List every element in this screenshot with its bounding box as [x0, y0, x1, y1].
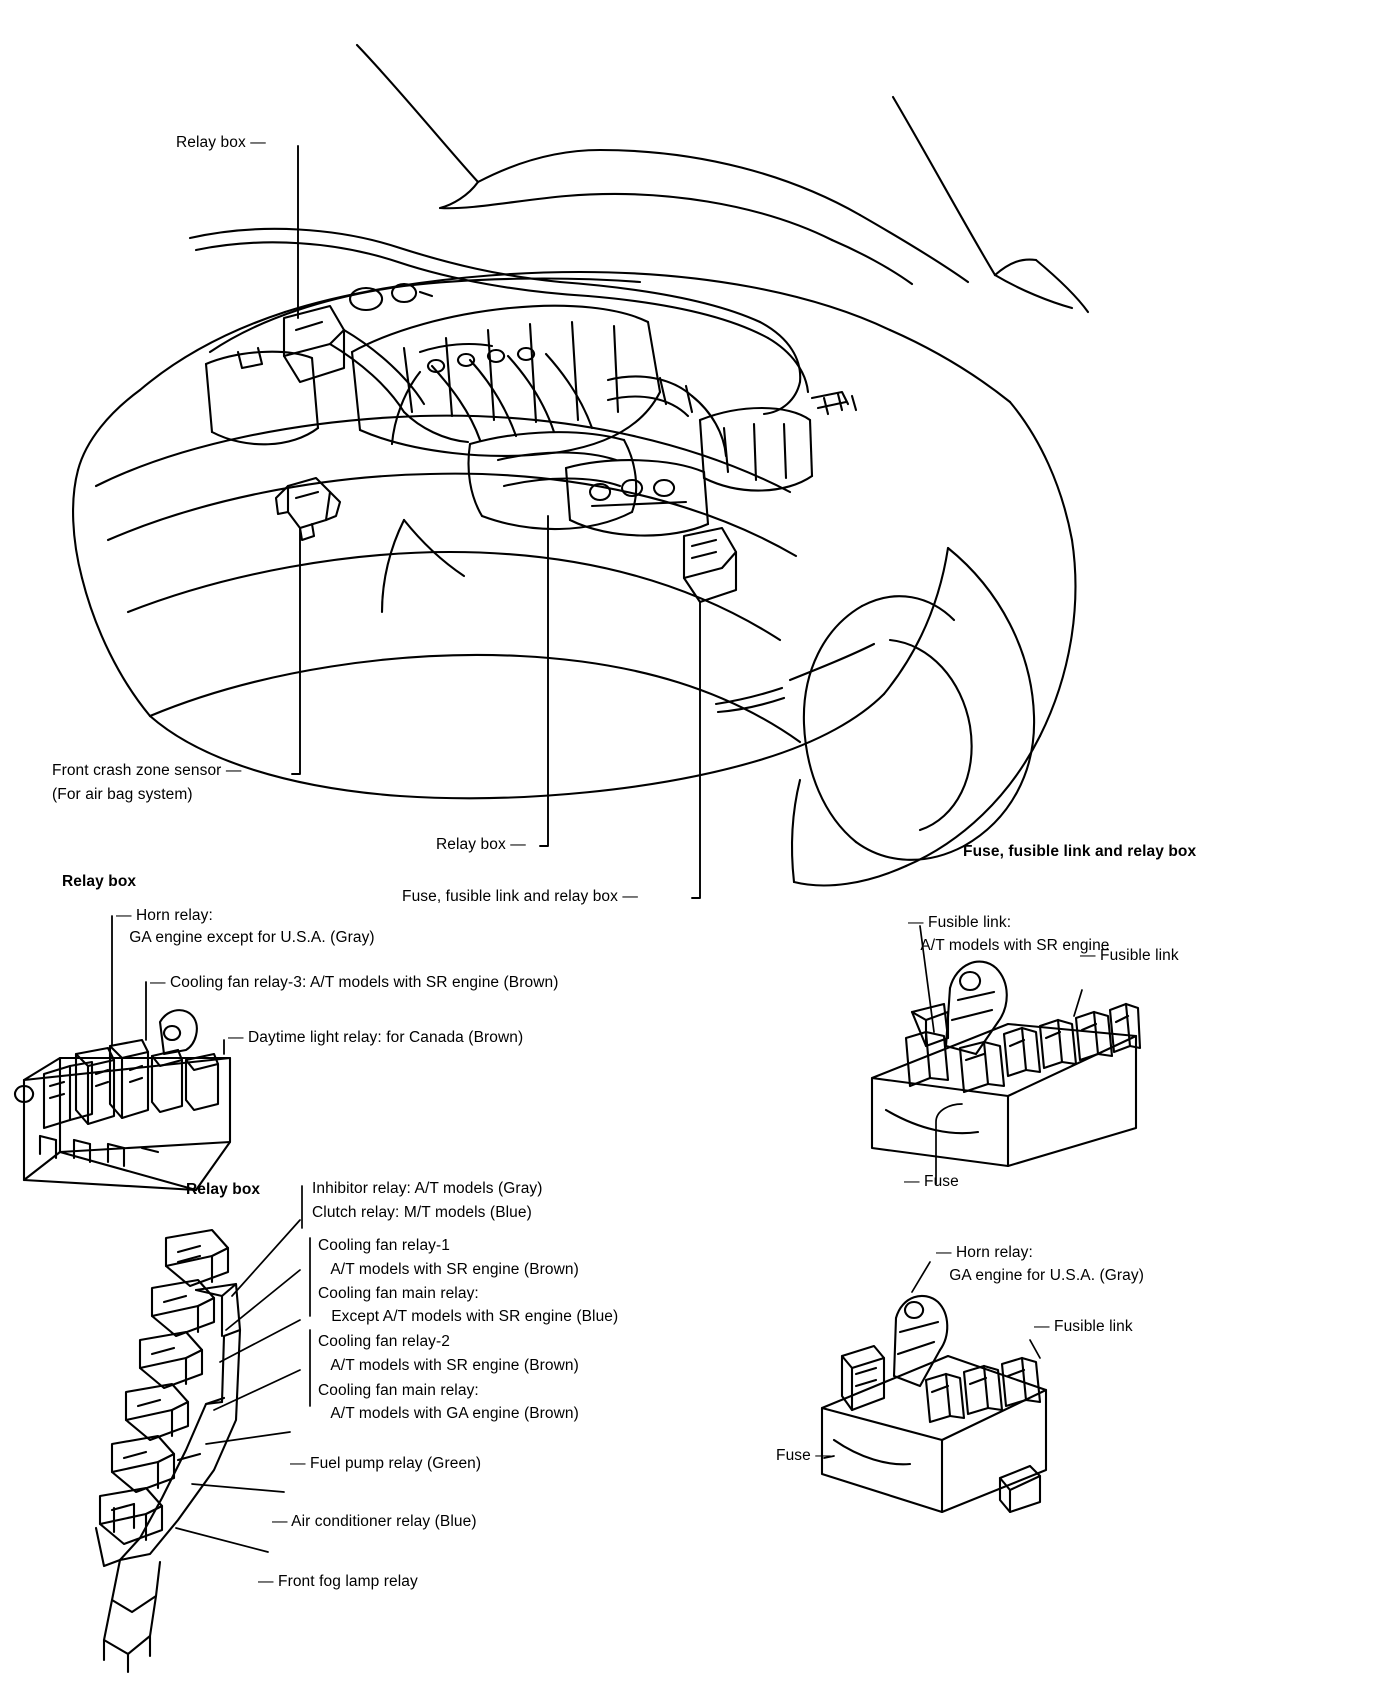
callout-front-crash-zone-sensor-line2: (For air bag system)	[52, 786, 193, 803]
relay-box-lower-label-12: — Front fog lamp relay	[258, 1573, 418, 1590]
relay-box-lower-label-8: Cooling fan main relay:	[318, 1382, 479, 1399]
relay-box-lower-label-3: A/T models with SR engine (Brown)	[318, 1261, 579, 1278]
relay-box-left-label-3: — Daytime light relay: for Canada (Brown)	[228, 1029, 524, 1046]
callout-front-crash-zone-sensor-line1: Front crash zone sensor —	[52, 762, 242, 779]
relay-box-left-label-1: GA engine except for U.S.A. (Gray)	[116, 929, 375, 946]
relay-box-lower-label-2: Cooling fan relay-1	[318, 1237, 450, 1254]
fuse-box-lower-horn-relay-line2: GA engine for U.S.A. (Gray)	[936, 1267, 1145, 1284]
relay-box-lower-label-5: Except A/T models with SR engine (Blue)	[318, 1308, 619, 1325]
relay-box-lower-label-4: Cooling fan main relay:	[318, 1285, 479, 1302]
relay-box-lower-label-0: Inhibitor relay: A/T models (Gray)	[312, 1180, 543, 1197]
relay-box-lower-label-11: — Air conditioner relay (Blue)	[272, 1513, 477, 1530]
relay-box-lower-label-7: A/T models with SR engine (Brown)	[318, 1357, 579, 1374]
relay-box-lower-label-1: Clutch relay: M/T models (Blue)	[312, 1204, 532, 1221]
relay-box-left-label-0: — Horn relay:	[116, 907, 213, 924]
section-heading-relay-box-left: Relay box	[62, 873, 137, 890]
section-heading-fuse-fusible-link-relay-box: Fuse, fusible link and relay box	[963, 843, 1197, 860]
fuse-box-upper-fuse: — Fuse	[904, 1173, 959, 1190]
fuse-box-upper-fusible-link-right: — Fusible link	[1080, 947, 1179, 964]
relay-box-lower-label-6: Cooling fan relay-2	[318, 1333, 450, 1350]
callout-fuse-fusible-link-relay-box-center: Fuse, fusible link and relay box —	[402, 888, 639, 905]
relay-box-lower-label-9: A/T models with GA engine (Brown)	[318, 1405, 579, 1422]
fuse-box-lower-fuse: Fuse —	[776, 1447, 831, 1464]
section-heading-relay-box-lower: Relay box	[186, 1181, 261, 1198]
relay-box-left-label-2: — Cooling fan relay-3: A/T models with SR engine (Brown)	[150, 974, 559, 991]
callout-relay-box-center: Relay box —	[436, 836, 526, 853]
fuse-box-lower-fusible-link: — Fusible link	[1034, 1318, 1133, 1335]
fuse-box-lower-horn-relay-line1: — Horn relay:	[936, 1244, 1033, 1261]
fuse-box-upper-fusible-link-left-line2: A/T models with SR engine	[908, 937, 1110, 954]
callout-relay-box-top: Relay box —	[176, 134, 266, 151]
fuse-box-upper-fusible-link-left-line1: — Fusible link:	[908, 914, 1012, 931]
relay-box-lower-label-10: — Fuel pump relay (Green)	[290, 1455, 482, 1472]
